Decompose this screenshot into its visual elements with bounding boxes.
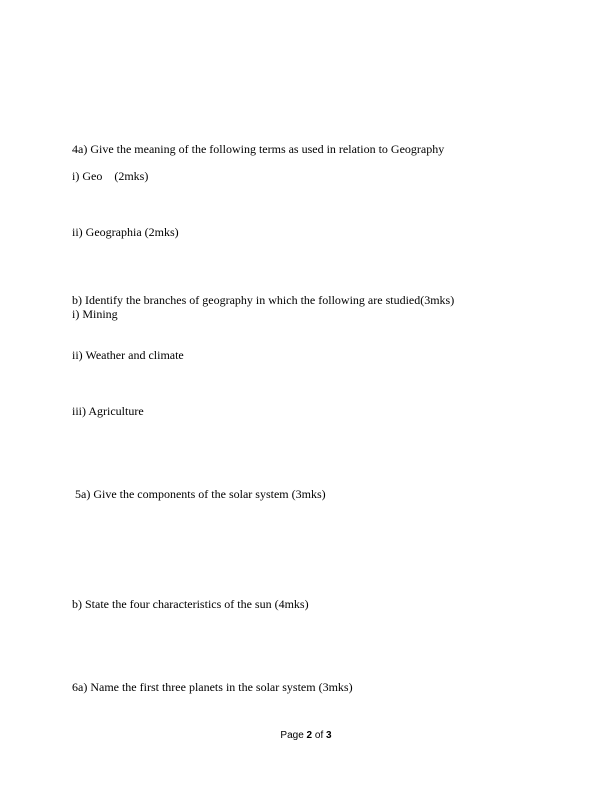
page-number-footer — [0, 730, 612, 741]
page-sep: of — [312, 730, 327, 741]
page-prefix: Page — [280, 730, 307, 741]
question-4b-i: i) Mining — [72, 307, 118, 321]
question-4a-ii: ii) Geographia (2mks) — [72, 225, 179, 239]
page-total: 3 — [326, 730, 332, 741]
question-5a: 5a) Give the components of the solar system (3mks) — [75, 487, 326, 501]
question-4b-iii: iii) Agriculture — [72, 404, 144, 418]
question-4a-i: i) Geo (2mks) — [72, 169, 149, 183]
question-4b: b) Identify the branches of geography in which the following are studied(3mks) — [72, 293, 455, 307]
question-4b-ii: ii) Weather and climate — [72, 348, 184, 362]
question-6a: 6a) Name the first three planets in the solar system (3mks) — [72, 680, 353, 694]
question-5b: b) State the four characteristics of the sun (4mks) — [72, 597, 309, 611]
question-4a: 4a) Give the meaning of the following terms as used in relation to Geography — [72, 142, 445, 156]
page-current: 2 — [306, 730, 313, 741]
